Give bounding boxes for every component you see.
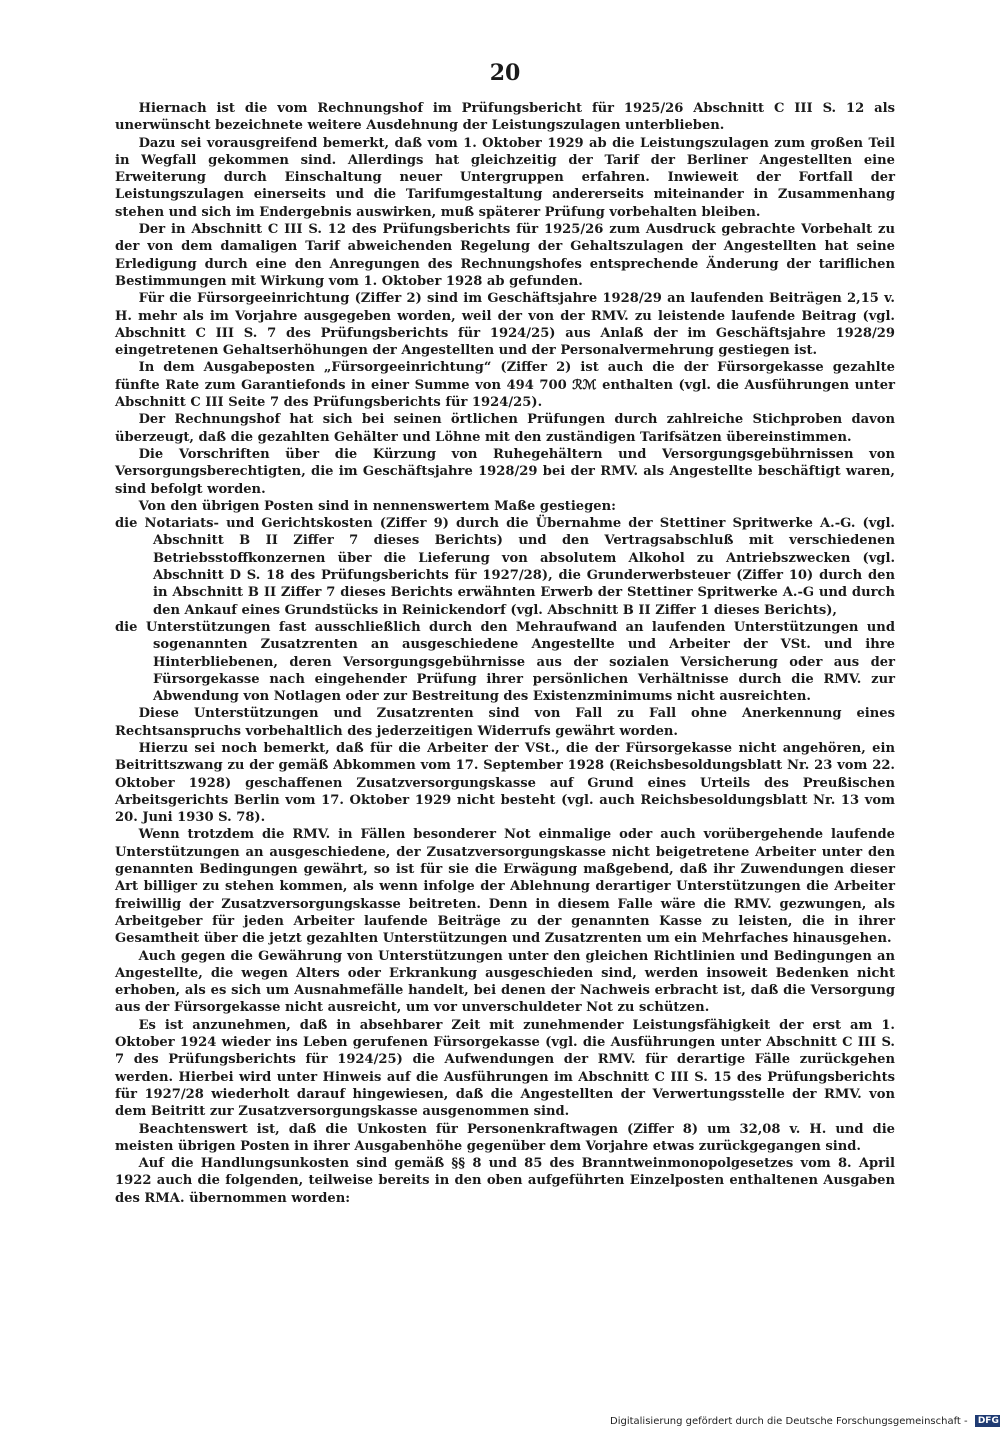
- paragraph-14: Beachtenswert ist, daß die Unkosten für Personenkraftwagen (Ziffer 8) um 32,08 v. H. und die meisten übrigen Posten in ihrer Ausgabenhöhe gegenüber dem Vorjahre etwas zurückgegangen sind.: [115, 1121, 895, 1154]
- page-number: 20: [489, 60, 521, 86]
- document-page: [115, 60, 895, 1207]
- paragraph-2: Dazu sei vorausgreifend bemerkt, daß vom 1. Oktober 1929 ab die Leistungszulagen zum großen Teil in Wegfall gekommen sind. Allerdings hat gleichzeitig der Tarif der Berliner Angestellten eine Erweiterung durch Einschaltung neuer Untergruppen erfahren. Inwieweit der Fortfall der Leistungszulagen einerseits und die Tarifumgestaltung andererseits miteinander in Zusammenhang stehen und sich im Endergebnis auswirken, muß späterer Prüfung vorbehalten bleiben.: [115, 135, 895, 220]
- paragraph-9: Diese Unterstützungen und Zusatzrenten sind von Fall zu Fall ohne Anerkennung eines Rechtsanspruchs vorbehaltlich des jederzeitigen Widerrufs gewährt worden.: [115, 706, 895, 739]
- list-item-costs: die Notariats- und Gerichtskosten (Ziffer 9) durch die Übernahme der Stettiner Spritwerke A.-G. (vgl. Abschnitt B II Ziffer 7 dieses Berichts) und den Vertragsabschluß mit verschiedenen Betriebsstoffkonzernen über die Lieferung von absolutem Alkohol zu Antriebszwecken (vgl. Abschnitt D S. 18 des Prüfungsberichts für 1927/28), die Grunderwerbsteuer (Ziffer 10) durch den in Abschnitt B II Ziffer 7 dieses Berichts erwähnten Erwerb der Stettiner Spritwerke A.-G und durch den Ankauf eines Grundstücks in Reinickendorf (vgl. Abschnitt B II Ziffer 1 dieses Berichts),: [115, 516, 895, 618]
- dfg-logo-icon: DFG: [975, 1415, 1000, 1427]
- paragraph-7: Die Vorschriften über die Kürzung von Ruhegehältern und Versorgungsgebührnissen von Versorgungsberechtigten, die im Geschäftsjahre 1928/29 bei der RMV. als Angestellte beschäftigt waren, sind befolgt worden.: [115, 446, 895, 497]
- footer-text: Digitalisierung gefördert durch die Deutsche Forschungsgemeinschaft -: [610, 1416, 968, 1427]
- paragraph-4: Für die Fürsorgeeinrichtung (Ziffer 2) sind im Geschäftsjahre 1928/29 an laufenden Beiträgen 2,15 v. H. mehr als im Vorjahre ausgegeben worden, weil der von der RMV. zu leistende laufende Beitrag (vgl. Abschnitt C III S. 7 des Prüfungsberichts für 1924/25) aus Anlaß der im Geschäftsjahre 1928/29 eingetretenen Gehaltserhöhungen der Angestellten und der Personalvermehrung gestiegen ist.: [115, 291, 895, 359]
- paragraph-1: Hiernach ist die vom Rechnungshof im Prüfungsbericht für 1925/26 Abschnitt C III S. 12 als unerwünscht bezeichnete weitere Ausdehnung der Leistungszulagen unterblieben.: [115, 101, 895, 134]
- paragraph-15: Auf die Handlungsunkosten sind gemäß §§ 8 und 85 des Branntweinmonopolgesetzes vom 8. April 1922 auch die folgenden, teilweise bereits in den oben aufgeführten Einzelposten enthaltenen Ausgaben des RMA. übernommen worden:: [115, 1156, 895, 1206]
- paragraph-10: Hierzu sei noch bemerkt, daß für die Arbeiter der VSt., die der Fürsorgekasse nicht angehören, ein Beitrittszwang zu der gemäß Abkommen vom 17. September 1928 (Reichsbesoldungsblatt Nr. 23 vom 22. Oktober 1928) geschaffenen Zusatzversorgungskasse auf Grund eines Urteils des Preußischen Arbeitsgerichts Berlin vom 17. Oktober 1929 nicht besteht (vgl. auch Reichsbesoldungsblatt Nr. 13 vom 20. Juni 1930 S. 78).: [115, 740, 895, 826]
- paragraph-6: Der Rechnungshof hat sich bei seinen örtlichen Prüfungen durch zahlreiche Stichproben davon überzeugt, daß die gezahlten Gehälter und Löhne mit den zuständigen Tarifsätzen übereinstimmen.: [115, 412, 895, 445]
- paragraph-3: Der in Abschnitt C III S. 12 des Prüfungsberichts für 1925/26 zum Ausdruck gebrachte Vorbehalt zu der von dem damaligen Tarif abweichenden Regelung der Gehaltszulagen der Angestellten hat seine Erledigung durch eine den Anregungen des Rechnungshofes entsprechende Änderung der tariflichen Bestimmungen mit Wirkung vom 1. Oktober 1928 ab gefunden.: [115, 222, 895, 289]
- paragraph-11: Wenn trotzdem die RMV. in Fällen besonderer Not einmalige oder auch vorübergehende laufende Unterstützungen an ausgeschiedene, der Zusatzversorgungskasse nicht beigetretene Arbeiter unter den genannten Bedingungen gewährt, so ist für sie die Erwägung maßgebend, daß ihr Zuwendungen dieser Art billiger zu stehen kommen, als wenn infolge der Ablehnung derartiger Unterstützungen die Arbeiter freiwillig der Zusatzversorgungskasse beitreten. Denn in diesem Falle wäre die RMV. gezwungen, als Arbeitgeber für jeden Arbeiter laufende Beiträge zu der genannten Kasse zu leisten, die in ihrer Gesamtheit über die jetzt gezahlten Unterstützungen und Zusatzrenten um ein Mehrfaches hinausgehen.: [115, 827, 895, 947]
- paragraph-13: Es ist anzunehmen, daß in absehbarer Zeit mit zunehmender Leistungsfähigkeit der erst am 1. Oktober 1924 wieder ins Leben gerufenen Fürsorgekasse (vgl. die Ausführungen unter Abschnitt C III S. 7 des Prüfungsberichts für 1924/25) die Aufwendungen der RMV. für derartige Fälle zurückgehen werden. Hierbei wird unter Hinweis auf die Ausführungen im Abschnitt C III S. 15 des Prüfungsberichts für 1927/28 wiederholt darauf hingewiesen, daß die Angestellten der Verwertungsstelle der RMV. von dem Beitritt zur Zusatzversorgungskasse ausgenommen sind.: [115, 1017, 895, 1120]
- paragraph-8: Von den übrigen Posten sind in nennenswertem Maße gestiegen:: [138, 498, 616, 514]
- digitization-footer: [610, 1415, 999, 1428]
- paragraph-5: In dem Ausgabeposten „Fürsorgeeinrichtung“ (Ziffer 2) ist auch die der Fürsorgekasse gezahlte fünfte Rate zum Garantiefonds in einer Summe von 494 700 ℛℳ enthalten (vgl. die Ausführungen unter Abschnitt C III Seite 7 des Prüfungsberichts für 1924/25).: [115, 360, 895, 411]
- paragraph-12: Auch gegen die Gewährung von Unterstützungen unter den gleichen Richtlinien und Bedingungen an Angestellte, die wegen Alters oder Erkrankung ausgeschieden sind, werden insoweit Bedenken nicht erhoben, als es sich um Ausnahmefälle handelt, bei denen der Nachweis erbracht ist, daß die Versorgung aus der Fürsorgekasse nicht ausreicht, um vor unverschuldeter Not zu schützen.: [115, 948, 895, 1016]
- list-item-support: die Unterstützungen fast ausschließlich durch den Mehraufwand an laufenden Unterstützungen und sogenannten Zusatzrenten an ausgeschiedene Angestellte und Arbeiter der VSt. und ihre Hinterbliebenen, deren Versorgungsgebührnisse aus der sozialen Versicherung oder aus der Fürsorgekasse nach eingehender Prüfung ihrer persönlichen Verhältnisse durch die RMV. zur Abwendung von Notlagen oder zur Bestreitung des Existenzminimums nicht ausreichten.: [115, 619, 895, 705]
